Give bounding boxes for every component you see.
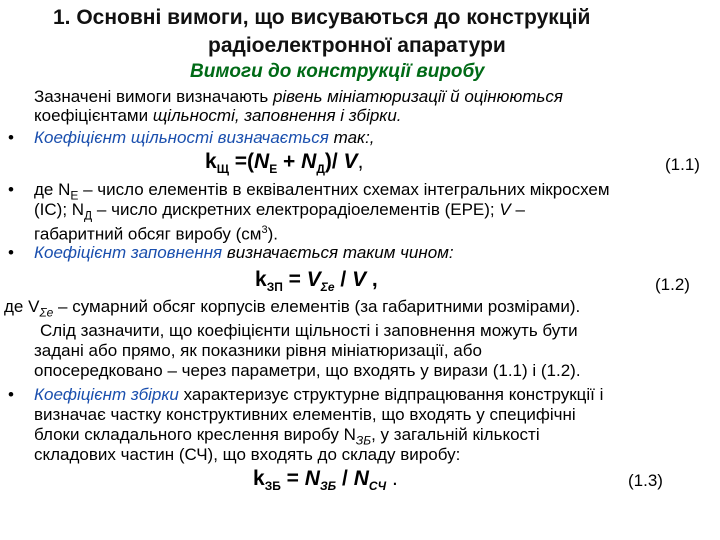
bullet-icon: • — [8, 385, 14, 404]
formula-operator: = — [280, 467, 305, 490]
formula-operator: =( — [228, 150, 255, 173]
bullet-icon: • — [8, 243, 14, 262]
volume-definition-line — [4, 297, 580, 322]
formula-number-1-1: (1.1) — [665, 155, 700, 174]
page-title-line2: радіоелектронної апаратури — [208, 34, 506, 57]
formula-operator: / — [336, 467, 354, 490]
formula-symbol: k — [205, 150, 217, 173]
text-segment: , у загальній кількості — [371, 425, 540, 444]
formula-density — [205, 150, 363, 176]
formula-symbol: V — [343, 150, 358, 173]
text-segment-italic: рівень мініатюризації й оцінюються — [272, 87, 563, 106]
formula-symbol: k — [253, 467, 265, 490]
formula-operator: )/ — [324, 150, 344, 173]
text-segment-italic: щільності, заповнення і збірки. — [152, 106, 402, 125]
text-segment: характеризує структурне відпрацювання конструкції і — [178, 385, 604, 404]
formula-symbol: N — [304, 467, 320, 490]
formula-operator: , — [366, 268, 378, 291]
formula-symbol: N — [301, 150, 317, 173]
text-segment: де V — [4, 297, 40, 316]
assembly-coefficient-line1 — [34, 385, 603, 405]
formula-symbol: V — [306, 268, 321, 291]
formula-subscript: ЗБ — [264, 479, 281, 494]
density-coefficient-term: Коефіцієнт щільності визначається — [34, 128, 329, 147]
paragraph-intro-line2 — [34, 106, 402, 126]
text-segment: габаритний обсяг виробу (см — [34, 224, 262, 244]
page-title-line1: 1. Основні вимоги, що висуваються до конструкцій — [53, 6, 591, 29]
text-segment: ). — [267, 224, 278, 244]
formula-subscript: Щ — [216, 162, 229, 177]
formula-subscript: ЗП — [266, 280, 283, 295]
formula-assembly — [253, 467, 398, 493]
text-segment: – — [510, 200, 525, 219]
text-superscript: 3 — [261, 224, 268, 236]
text-segment: де N — [34, 180, 71, 199]
formula-fill — [255, 268, 378, 294]
fill-coefficient-line — [34, 243, 454, 263]
text-segment: – сумарний обсяг корпусів елементів (за габаритними розмірами). — [53, 297, 581, 316]
definitions-line3 — [34, 220, 278, 245]
formula-subscript: Д — [316, 162, 325, 177]
formula-symbol: N — [254, 150, 270, 173]
paragraph-intro-line1 — [34, 87, 563, 107]
formula-symbol: N — [353, 467, 369, 490]
text-segment: блоки складального креслення виробу N — [34, 425, 356, 444]
text-symbol: V — [499, 200, 511, 219]
text-segment-italic: визначається таким чином: — [222, 243, 454, 262]
formula-symbol: V — [352, 268, 367, 291]
text-subscript: ЗБ — [355, 433, 372, 448]
density-coefficient-line — [34, 128, 375, 148]
formula-operator: , — [357, 150, 364, 173]
note-line1: Слід зазначити, що коефіцієнти щільності і заповнення можуть бути — [40, 321, 578, 340]
text-segment: (IС); N — [34, 200, 85, 219]
text-segment: Зазначені вимоги визначають — [34, 87, 273, 106]
formula-symbol: k — [255, 268, 267, 291]
bullet-icon: • — [8, 180, 14, 199]
text-segment-italic: так:, — [328, 128, 375, 147]
text-segment: коефіцієнтами — [34, 106, 153, 125]
assembly-coefficient-term: Коефіцієнт збірки — [34, 385, 179, 404]
formula-subscript: E — [269, 162, 278, 177]
section-subtitle: Вимоги до конструкції виробу — [190, 61, 485, 82]
formula-operator: + — [277, 150, 302, 173]
assembly-coefficient-line4: складових частин (СЧ), що входять до складу виробу: — [34, 445, 461, 464]
formula-number-1-2: (1.2) — [655, 275, 690, 294]
formula-operator: . — [386, 467, 398, 490]
formula-subscript: Σe — [320, 280, 335, 295]
text-segment: – число дискретних електрорадіоелементів (ЕРЕ); — [92, 200, 500, 219]
note-line3: опосередковано – через параметри, що входять у вирази (1.1) і (1.2). — [34, 361, 581, 380]
formula-operator: / — [334, 268, 353, 291]
formula-operator: = — [282, 268, 307, 291]
formula-subscript: ЗБ — [319, 479, 337, 494]
assembly-coefficient-line2: визначає частку конструктивних елементів, що входять у специфічні — [34, 405, 576, 424]
fill-coefficient-term: Коефіцієнт заповнення — [34, 243, 223, 262]
text-subscript: Д — [84, 208, 93, 223]
formula-number-1-3: (1.3) — [628, 471, 663, 490]
text-segment: – число елементів в еквівалентних схемах інтегральних мікросхем — [78, 180, 610, 199]
text-subscript: E — [70, 188, 79, 203]
bullet-icon: • — [8, 128, 14, 147]
text-subscript: Σe — [39, 305, 54, 320]
formula-subscript: СЧ — [368, 479, 387, 494]
note-line2: задані або прямо, як показники рівня мініатюризації, або — [34, 341, 482, 360]
